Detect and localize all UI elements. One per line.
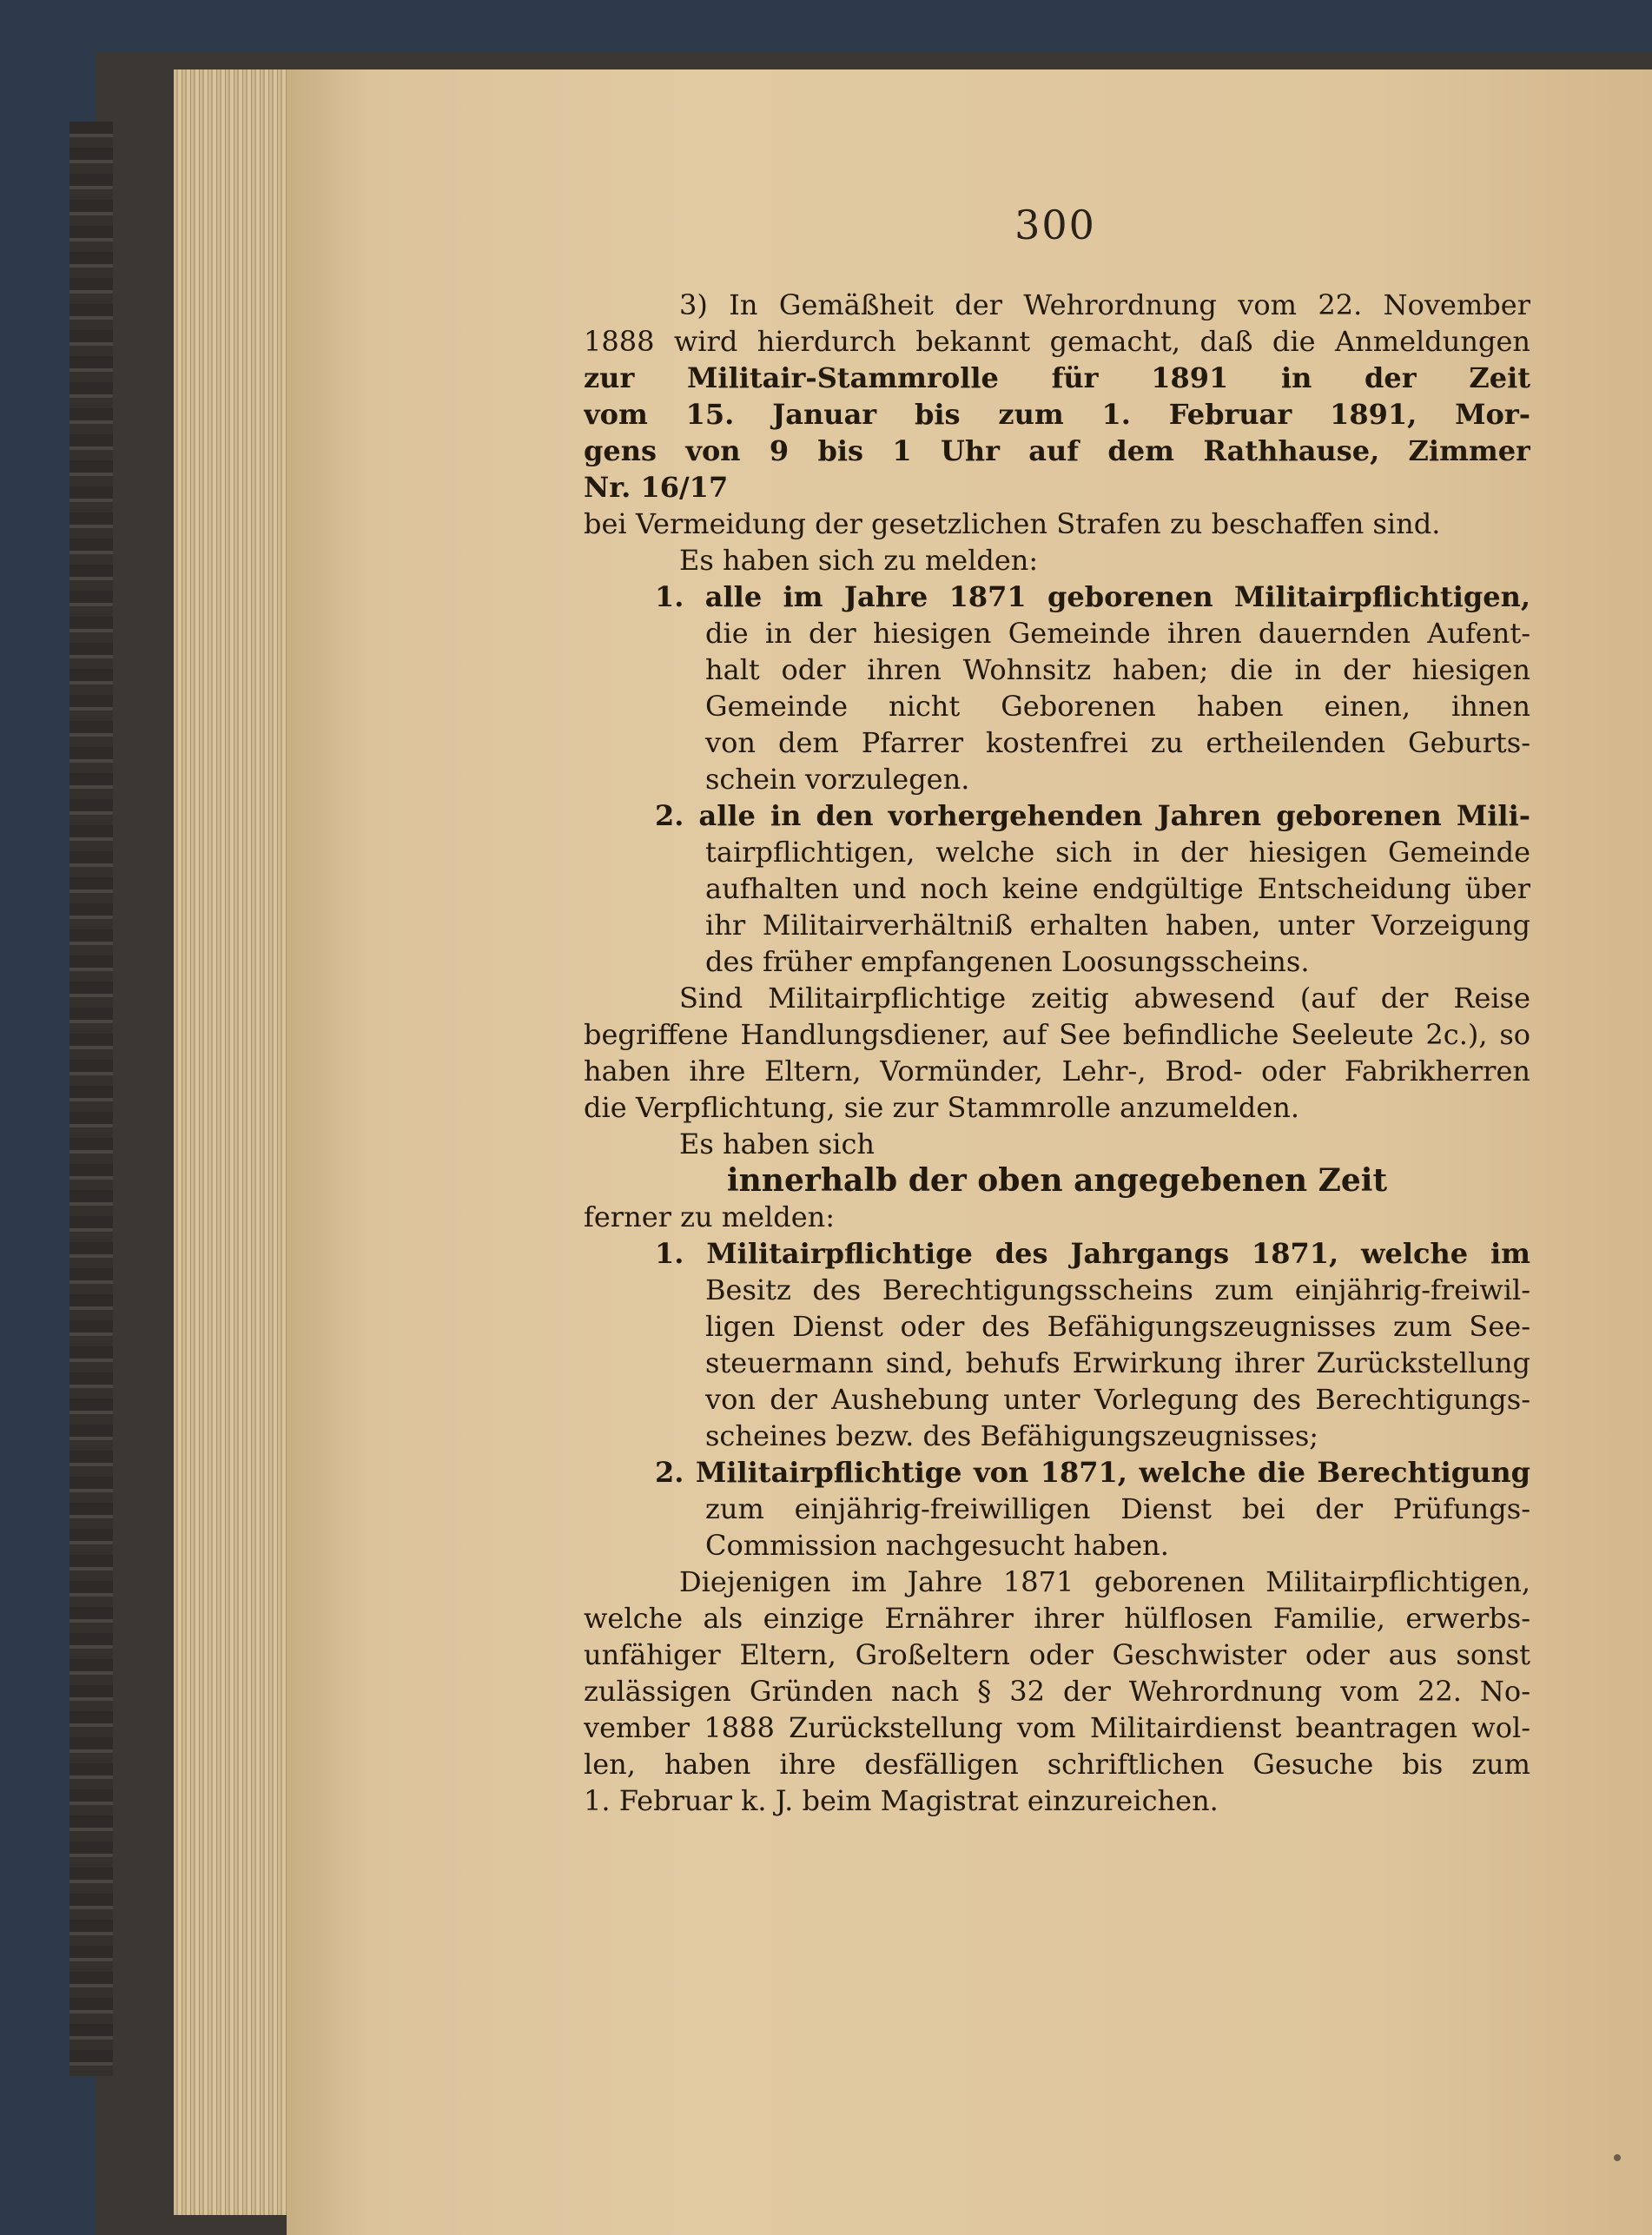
- text-line: 1888 wird hierdurch bekannt gemacht, daß die Anmeldungen: [584, 325, 1530, 358]
- paper-spot: [1614, 2154, 1621, 2161]
- text-line: 1. Februar k. J. beim Magistrat einzureichen.: [584, 1784, 1219, 1817]
- heading-line: innerhalb der oben angegebenen Zeit: [726, 1162, 1388, 1199]
- text-line: Diejenigen im Jahre 1871 geborenen Militairpflichtigen,: [679, 1565, 1530, 1598]
- text-line: zur Militair-Stammrolle für 1891 in der Zeit: [584, 361, 1530, 394]
- list-text: alle in den vorhergehenden Jahren geborenen Mili-: [698, 799, 1530, 832]
- text-line: von dem Pfarrer kostenfrei zu ertheilenden Geburts-: [705, 726, 1530, 759]
- text-line: ligen Dienst oder des Befähigungszeugnisses zum See-: [705, 1310, 1530, 1343]
- text-line: ihr Militairverhältniß erhalten haben, unter Vorzeigung: [705, 909, 1530, 942]
- text-line: zulässigen Gründen nach § 32 der Wehrordnung vom 22. No-: [584, 1675, 1530, 1708]
- text-line: tairpflichtigen, welche sich in der hiesigen Gemeinde: [705, 836, 1530, 869]
- text-line: scheines bezw. des Befähigungszeugnisses;: [705, 1419, 1319, 1452]
- text-line: haben ihre Eltern, Vormünder, Lehr-, Brod- oder Fabrikherren: [584, 1055, 1530, 1088]
- list-item: [584, 1454, 1530, 1491]
- list-item: [584, 579, 1530, 615]
- text-line: Es haben sich: [679, 1127, 876, 1160]
- text-line: Gemeinde nicht Geborenen haben einen, ihnen: [705, 690, 1530, 723]
- text-line: gens von 9 bis 1 Uhr auf dem Rathhause, Zimmer: [584, 434, 1530, 467]
- text-line: halt oder ihren Wohnsitz haben; die in der hiesigen: [705, 653, 1530, 686]
- text-line: steuermann sind, behufs Erwirkung ihrer Zurückstellung: [705, 1346, 1530, 1379]
- text-line: begriffene Handlungsdiener, auf See befindliche Seeleute 2c.), so: [584, 1018, 1530, 1051]
- list-number: 2.: [655, 799, 684, 832]
- book-spine: [69, 122, 113, 2076]
- text-line: bei Vermeidung der gesetzlichen Strafen zu beschaffen sind.: [584, 507, 1441, 540]
- list-number: 2.: [655, 1456, 684, 1489]
- page-text: [584, 287, 1530, 1819]
- list-item: [584, 1235, 1530, 1272]
- text-line: vom 15. Januar bis zum 1. Februar 1891, Mor-: [584, 398, 1530, 431]
- text-line: Nr. 16/17: [584, 471, 729, 504]
- text-line: unfähiger Eltern, Großeltern oder Geschwister oder aus sonst: [584, 1638, 1530, 1671]
- text-line: schein vorzulegen.: [705, 763, 970, 796]
- text-line: ferner zu melden:: [584, 1200, 836, 1233]
- text-line: Sind Militairpflichtige zeitig abwesend (auf der Reise: [679, 982, 1530, 1015]
- text-line: Commission nachgesucht haben.: [705, 1529, 1169, 1562]
- text-line: des früher empfangenen Loosungsscheins.: [705, 945, 1310, 978]
- list-text: Militairpflichtige von 1871, welche die Berechtigung: [695, 1456, 1530, 1489]
- list-text: Militairpflichtige des Jahrgangs 1871, welche im: [706, 1237, 1530, 1270]
- text-line: Es haben sich zu melden:: [679, 544, 1039, 577]
- text-line: von der Aushebung unter Vorlegung des Berechtigungs-: [705, 1383, 1530, 1416]
- text-line: die in der hiesigen Gemeinde ihren dauernden Aufent-: [705, 617, 1530, 650]
- text-line: Besitz des Berechtigungsscheins zum einjährig-freiwil-: [705, 1273, 1530, 1306]
- text-line: vember 1888 Zurückstellung vom Militairdienst beantragen wol-: [584, 1711, 1530, 1744]
- text-line: die Verpflichtung, sie zur Stammrolle anzumelden.: [584, 1091, 1299, 1124]
- text-line: welche als einzige Ernährer ihrer hülflosen Familie, erwerbs-: [584, 1602, 1530, 1635]
- text-line: zum einjährig-freiwilligen Dienst bei der Prüfungs-: [705, 1492, 1530, 1525]
- text-line: aufhalten und noch keine endgültige Entscheidung über: [705, 872, 1530, 905]
- list-item: [584, 797, 1530, 834]
- page-number: 300: [1014, 202, 1096, 248]
- list-number: 1.: [655, 1237, 684, 1270]
- text-line: 3) In Gemäßheit der Wehrordnung vom 22. November: [679, 288, 1530, 321]
- list-number: 1.: [655, 580, 684, 613]
- text-line: len, haben ihre desfälligen schriftlichen Gesuche bis zum: [584, 1748, 1530, 1781]
- list-text: alle im Jahre 1871 geborenen Militairpflichtigen,: [704, 580, 1530, 613]
